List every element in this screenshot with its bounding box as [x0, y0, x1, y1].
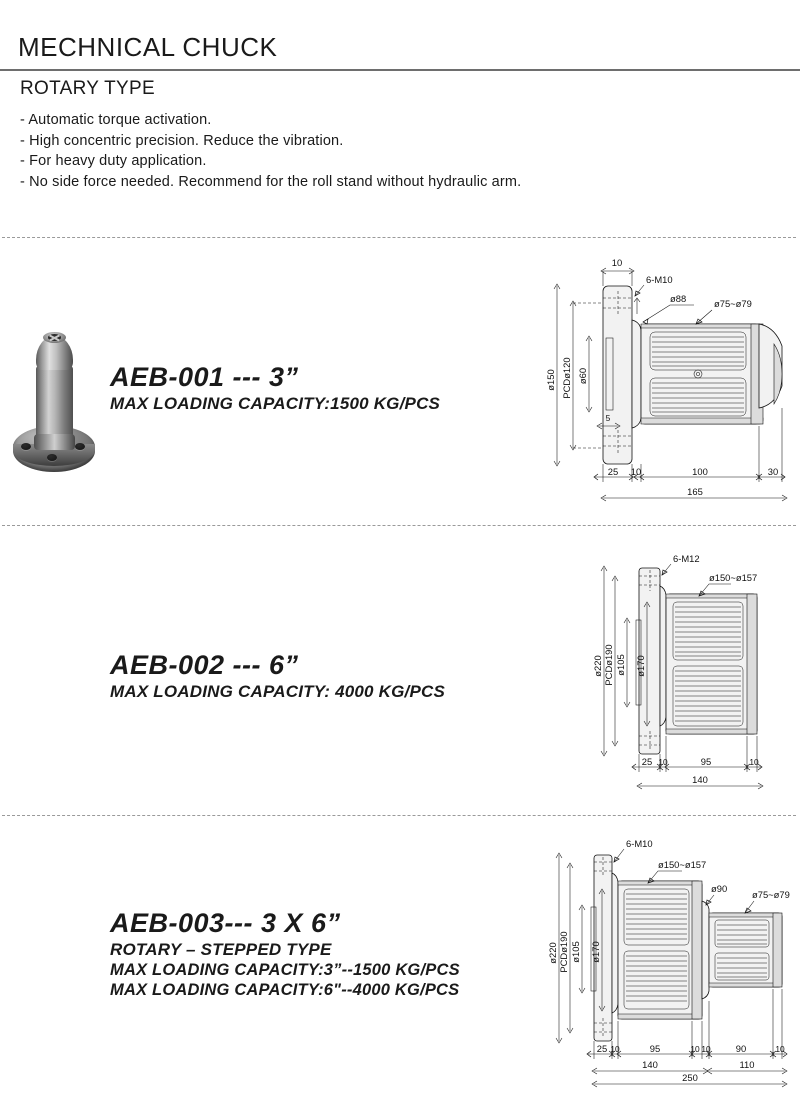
photo-bolt-hole — [47, 454, 57, 461]
dim-overall-140: 140 — [692, 774, 708, 785]
dim-chain-25: 25 — [607, 466, 619, 477]
product-capacity-3in: MAX LOADING CAPACITY:3”--1500 KG/PCS — [110, 961, 460, 979]
dim-overall-250: 250 — [682, 1072, 698, 1083]
callout-diameter-75-79: ø75~ø79 — [752, 889, 790, 900]
dim-overall-140: 140 — [642, 1059, 658, 1070]
dim-chain-10-d: 10 — [775, 1044, 785, 1054]
technical-drawing-aeb-003 — [540, 833, 800, 1087]
product-type: ROTARY – STEPPED TYPE — [110, 940, 332, 959]
product-code: AEB-002 --- 6” — [110, 650, 299, 680]
dim-chain-10-c: 10 — [701, 1044, 711, 1054]
dim-diameter-170: ø170 — [590, 941, 601, 963]
product-capacity: MAX LOADING CAPACITY:1500 KG/PCS — [110, 394, 441, 413]
dim-chain-100: 100 — [692, 466, 708, 477]
callout-diameter-150-157: ø150~ø157 — [658, 859, 707, 870]
callout-diameter-90: ø90 — [711, 883, 728, 894]
dim-chain-10-end: 10 — [749, 757, 759, 767]
photo-bolt-hole — [75, 443, 85, 450]
product-label-aeb-002 — [110, 650, 445, 702]
dim-overall-110: 110 — [739, 1059, 755, 1070]
dim-diameter-105: ø105 — [570, 941, 581, 963]
section-separator — [2, 237, 796, 238]
section-separator — [2, 525, 796, 526]
product-code: AEB-001 --- 3” — [110, 362, 299, 392]
dim-chain-10-b: 10 — [690, 1044, 700, 1054]
callout-diameter-150-157: ø150~ø157 — [709, 572, 758, 583]
title-divider — [0, 69, 800, 71]
callout-6-m10: 6-M10 — [646, 274, 673, 285]
feature-item: - For heavy duty application. — [20, 153, 207, 169]
dim-diameter-105: ø105 — [615, 654, 626, 676]
product-capacity-6in: MAX LOADING CAPACITY:6"--4000 KG/PCS — [110, 981, 460, 999]
dim-pcd-190: PCDø190 — [558, 931, 569, 973]
section-separator — [2, 815, 796, 816]
dim-diameter-60: ø60 — [577, 367, 588, 385]
dim-chain-25: 25 — [596, 1043, 608, 1054]
dim-chain-30: 30 — [767, 466, 779, 477]
dim-chain-90: 90 — [735, 1043, 747, 1054]
dim-inner-5: 5 — [605, 413, 611, 423]
technical-drawing-aeb-002 — [592, 548, 800, 800]
page-title: MECHNICAL CHUCK — [18, 32, 278, 62]
page-subtitle: ROTARY TYPE — [20, 78, 155, 99]
product-code: AEB-003--- 3 X 6” — [110, 908, 341, 938]
photo-tip-socket — [48, 334, 61, 341]
feature-item: - No side force needed. Recommend for the roll stand without hydraulic arm. — [20, 173, 522, 190]
dim-top-10: 10 — [611, 257, 623, 268]
dim-chain-10: 10 — [658, 757, 668, 767]
callout-diameter-75-79: ø75~ø79 — [714, 298, 752, 309]
dim-diameter-150: ø150 — [545, 369, 556, 391]
dim-pcd-190: PCDø190 — [603, 644, 614, 686]
dim-overall-165: 165 — [687, 486, 703, 497]
dim-chain-10: 10 — [610, 1044, 620, 1054]
dim-pcd-120: PCDø120 — [561, 357, 572, 399]
dim-diameter-220: ø220 — [547, 942, 558, 964]
dim-chain-25: 25 — [641, 756, 653, 767]
product-capacity: MAX LOADING CAPACITY: 4000 KG/PCS — [110, 682, 446, 701]
technical-drawing-aeb-001 — [540, 258, 800, 510]
dim-diameter-170: ø170 — [635, 655, 646, 677]
callout-6-m12: 6-M12 — [673, 553, 700, 564]
dim-chain-95: 95 — [700, 756, 712, 767]
dim-diameter-220: ø220 — [592, 655, 603, 677]
product-label-aeb-001 — [110, 362, 440, 414]
feature-item: - High concentric precision. Reduce the vibration. — [20, 132, 344, 149]
product-photo-aeb-001 — [13, 330, 95, 472]
dim-chain-10: 10 — [630, 466, 642, 477]
feature-list — [20, 110, 720, 192]
product-label-aeb-003 — [110, 908, 460, 1000]
photo-bolt-hole — [21, 443, 31, 450]
callout-6-m10: 6-M10 — [626, 838, 653, 849]
callout-diameter-88: ø88 — [670, 293, 687, 304]
feature-item: - Automatic torque activation. — [20, 112, 212, 128]
photo-collar — [34, 434, 75, 450]
dim-chain-95: 95 — [649, 1043, 661, 1054]
